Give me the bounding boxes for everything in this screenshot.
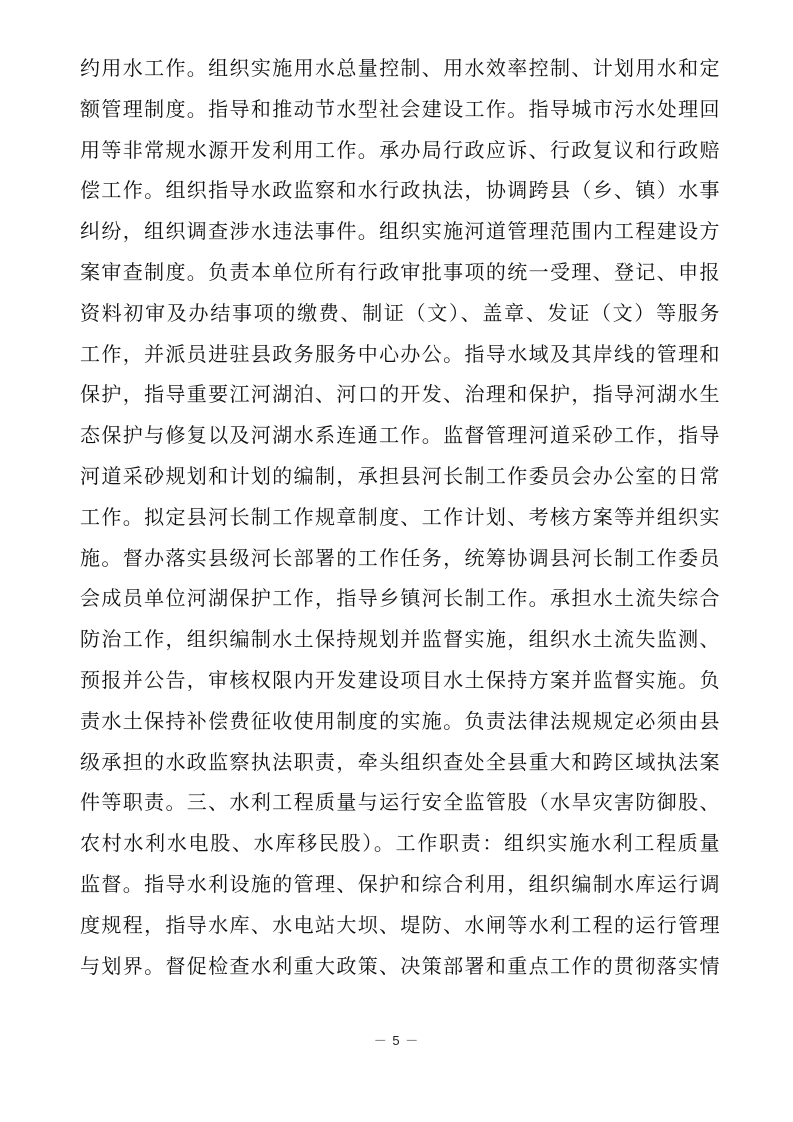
text-line: 保护，指导重要江河湖泊、河口的开发、治理和保护，指导河湖水生 xyxy=(80,382,720,407)
text-line: 与划界。督促检查水利重大政策、决策部署和重点工作的贯彻落实情 xyxy=(80,953,720,978)
text-line: 额管理制度。指导和推动节水型社会建设工作。指导城市污水处理回 xyxy=(80,96,720,121)
text-line: 偿工作。组织指导水政监察和水行政执法，协调跨县（乡、镇）水事 xyxy=(80,178,720,203)
text-line: 责水土保持补偿费征收使用制度的实施。负责法律法规规定必须由县 xyxy=(80,708,720,733)
text-line: 工作，并派员进驻县政务服务中心办公。指导水域及其岸线的管理和 xyxy=(80,341,720,366)
page-number: － 5 － xyxy=(373,1033,420,1048)
text-line: 工作。拟定县河长制工作规章制度、工作计划、考核方案等并组织实 xyxy=(80,504,720,529)
text-line: 预报并公告，审核权限内开发建设项目水土保持方案并监督实施。负 xyxy=(80,667,720,692)
text-line: 度规程，指导水库、水电站大坝、堤防、水闸等水利工程的运行管理 xyxy=(80,912,720,937)
text-line: 态保护与修复以及河湖水系连通工作。监督管理河道采砂工作，指导 xyxy=(80,423,720,448)
text-line: 农村水利水电股、水库移民股）。工作职责：组织实施水利工程质量 xyxy=(80,831,720,856)
text-line: 纠纷，组织调查涉水违法事件。组织实施河道管理范围内工程建设方 xyxy=(80,219,720,244)
text-line: 防治工作，组织编制水土保持规划并监督实施，组织水土流失监测、 xyxy=(80,627,720,652)
text-line: 河道采砂规划和计划的编制，承担县河长制工作委员会办公室的日常 xyxy=(80,463,720,488)
text-line: 监督。指导水利设施的管理、保护和综合利用，组织编制水库运行调 xyxy=(80,871,720,896)
text-line: 资料初审及办结事项的缴费、制证（文）、盖章、发证（文）等服务 xyxy=(80,300,720,325)
body-text xyxy=(80,48,720,986)
text-line: 件等职责。三、水利工程质量与运行安全监管股（水旱灾害防御股、 xyxy=(80,790,720,815)
text-line: 用等非常规水源开发利用工作。承办局行政应诉、行政复议和行政赔 xyxy=(80,137,720,162)
text-line: 施。督办落实县级河长部署的工作任务，统筹协调县河长制工作委员 xyxy=(80,545,720,570)
text-line: 案审查制度。负责本单位所有行政审批事项的统一受理、登记、申报 xyxy=(80,259,720,284)
text-line: 会成员单位河湖保护工作，指导乡镇河长制工作。承担水土流失综合 xyxy=(80,586,720,611)
text-line: 约用水工作。组织实施用水总量控制、用水效率控制、计划用水和定 xyxy=(80,56,720,80)
text-line: 级承担的水政监察执法职责，牵头组织查处全县重大和跨区域执法案 xyxy=(80,749,720,774)
